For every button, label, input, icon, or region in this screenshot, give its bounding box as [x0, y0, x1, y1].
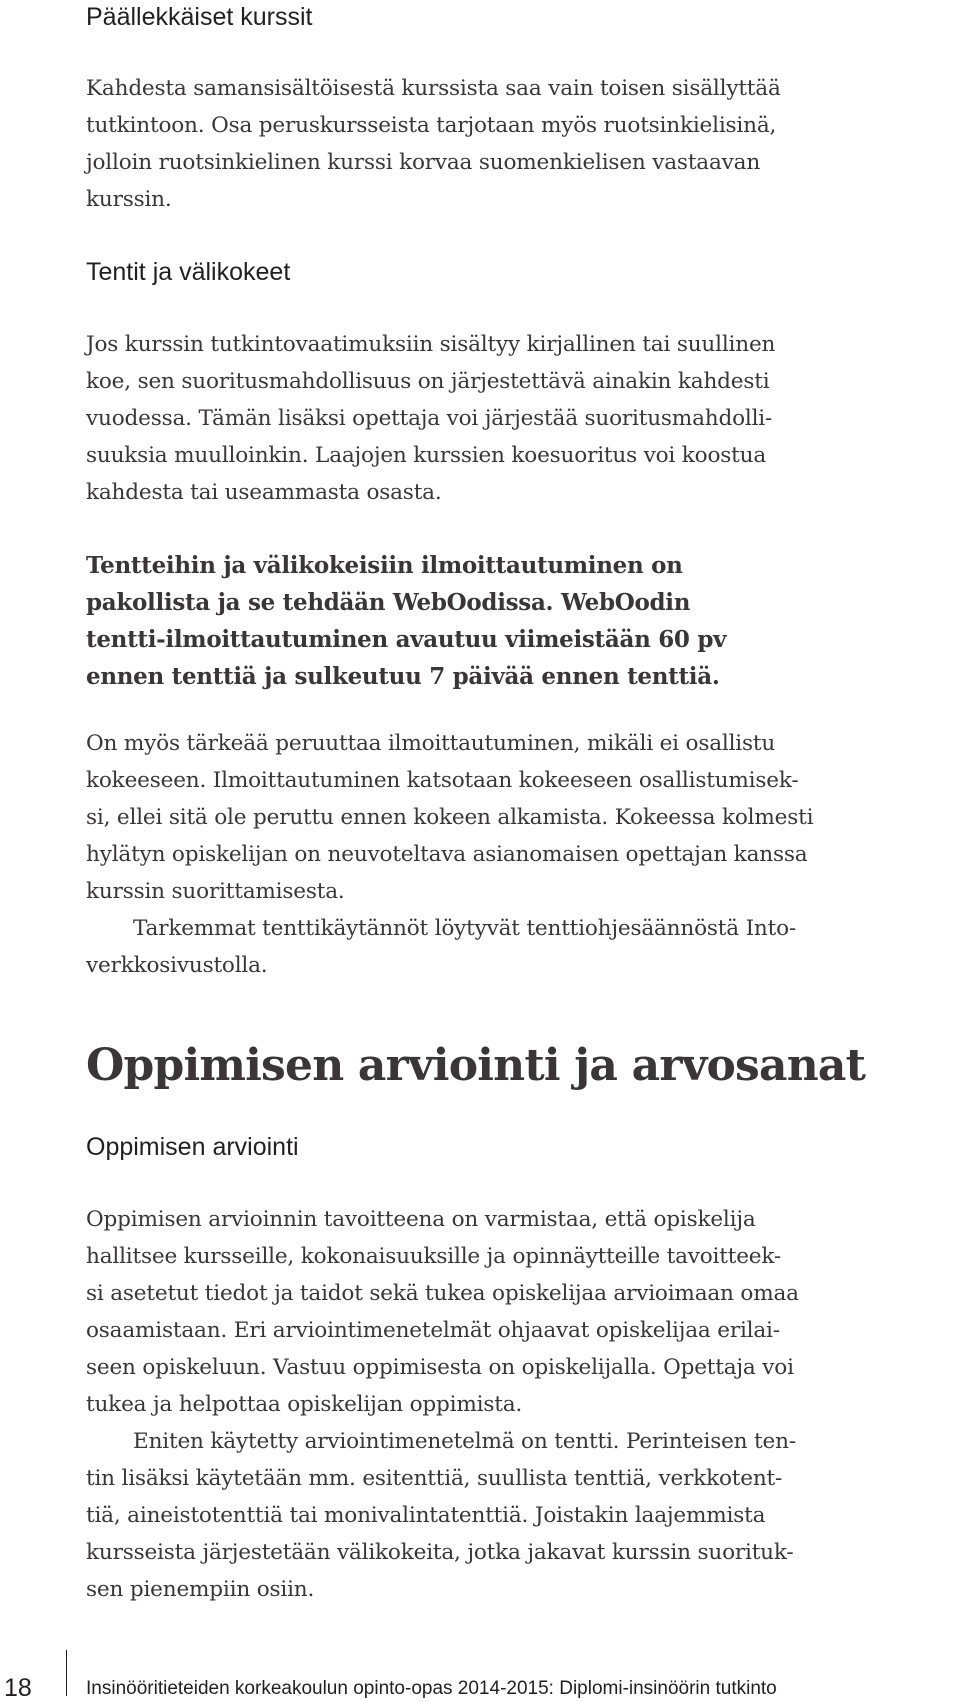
text-line: kursseista järjestetään välikokeita, jotka jakavat kurssin suorituk- [86, 1540, 794, 1565]
text-line: tukea ja helpottaa opiskelijan oppimista. [86, 1392, 523, 1417]
text-line: Jos kurssin tutkintovaatimuksiin sisältyy kirjallinen tai suullinen [86, 332, 776, 357]
text-line: verkkosivustolla. [86, 953, 268, 978]
section-heading-oppimisen-arviointi: Oppimisen arviointi [86, 1133, 299, 1161]
paragraph-tentit [86, 326, 952, 511]
page-number: 18 [4, 1674, 32, 1702]
text-line: Oppimisen arvioinnin tavoitteena on varmistaa, että opiskelija [86, 1207, 756, 1232]
running-footer: Insinööritieteiden korkeakoulun opinto-opas 2014-2015: Diplomi-insinöörin tutkinto [86, 1678, 777, 1699]
text-line: vuodessa. Tämän lisäksi opettaja voi järjestää suoritusmahdolli- [86, 406, 773, 431]
text-line: hallitsee kursseille, kokonaisuuksille ja opinnäytteille tavoitteek- [86, 1244, 781, 1269]
section-heading-paallekkaiset-kurssit: Päällekkäiset kurssit [86, 3, 313, 31]
text-line: tiä, aineistotenttiä tai monivalintatenttiä. Joistakin laajemmista [86, 1503, 766, 1528]
text-line: si, ellei sitä ole peruttu ennen kokeen alkamista. Kokeessa kolmesti [86, 805, 814, 830]
text-line: sen pienempiin osiin. [86, 1577, 315, 1602]
text-line: seen opiskeluun. Vastuu oppimisesta on opiskelijalla. Opettaja voi [86, 1355, 794, 1380]
footer-divider [66, 1650, 67, 1696]
registration-notice [86, 547, 952, 695]
text-line: si asetetut tiedot ja taidot sekä tukea opiskelijaa arvioimaan omaa [86, 1281, 799, 1306]
text-line: Eniten käytetty arviointimenetelmä on tentti. Perinteisen ten- [133, 1429, 796, 1454]
text-line: kurssin suorittamisesta. [86, 879, 345, 904]
text-line: tin lisäksi käytetään mm. esitenttiä, suullista tenttiä, verkkotent- [86, 1466, 783, 1491]
text-line: tutkintoon. Osa peruskursseista tarjotaan myös ruotsinkielisinä, [86, 113, 777, 138]
text-line: kokeeseen. Ilmoittautuminen katsotaan kokeeseen osallistumisek- [86, 768, 799, 793]
text-line: koe, sen suoritusmahdollisuus on järjestettävä ainakin kahdesti [86, 369, 770, 394]
section-heading-tentit: Tentit ja välikokeet [86, 258, 291, 286]
text-line: Tentteihin ja välikokeisiin ilmoittautuminen on [86, 552, 683, 579]
text-line: osaamistaan. Eri arviointimenetelmät ohjaavat opiskelijaa erilai- [86, 1318, 780, 1343]
text-line: kahdesta tai useammasta osasta. [86, 480, 442, 505]
text-line: Kahdesta samansisältöisestä kurssista saa vain toisen sisällyttää [86, 76, 781, 101]
text-line: tentti-ilmoittautuminen avautuu viimeistään 60 pv [86, 626, 727, 653]
text-line: ennen tenttiä ja sulkeutuu 7 päivää ennen tenttiä. [86, 663, 720, 690]
text-line: On myös tärkeää peruuttaa ilmoittautuminen, mikäli ei osallistu [86, 731, 776, 756]
text-line: suuksia muulloinkin. Laajojen kurssien koesuoritus voi koostua [86, 443, 767, 468]
paragraph-peruuttaminen [86, 725, 952, 984]
text-line: jolloin ruotsinkielinen kurssi korvaa suomenkielisen vastaavan [86, 150, 761, 175]
chapter-title: Oppimisen arviointi ja arvosanat [86, 1040, 866, 1091]
text-line: kurssin. [86, 187, 172, 212]
text-line: hylätyn opiskelijan on neuvoteltava asianomaisen opettajan kanssa [86, 842, 808, 867]
text-line: Tarkemmat tenttikäytännöt löytyvät tenttiohjesäännöstä Into- [133, 916, 797, 941]
paragraph-paallekkaiset [86, 70, 952, 218]
paragraph-oppimisen-arviointi [86, 1201, 952, 1608]
text-line: pakollista ja se tehdään WebOodissa. WebOodin [86, 589, 691, 616]
